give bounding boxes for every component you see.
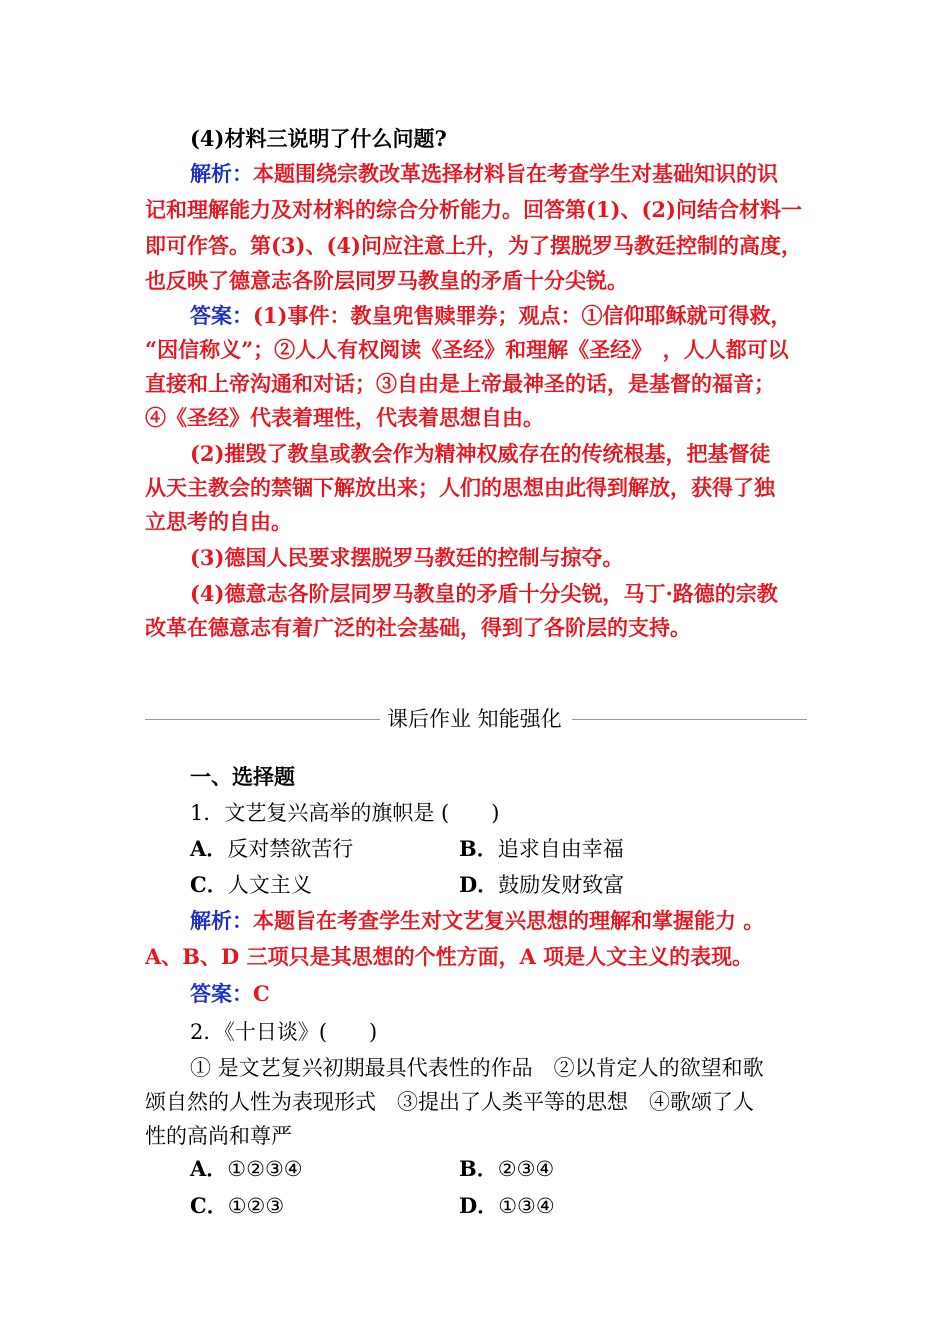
option-letter: D． <box>459 1193 499 1218</box>
q1-option-a <box>190 832 353 866</box>
answer-label: 答案： <box>190 303 253 328</box>
q1-option-d <box>459 868 624 902</box>
answer-line: ④《圣经》代表着理性，代表着思想自由。 <box>145 405 544 430</box>
q2-desc-line: 颂自然的人性为表现形式 ③提出了人类平等的思想 ④歌颂了人 <box>145 1090 754 1114</box>
analysis-label: 解析： <box>190 908 253 933</box>
option-letter: D． <box>459 872 499 897</box>
q2-desc-line: ① 是文艺复兴初期最具代表性的作品 ②以肯定人的欲望和歌 <box>190 1056 764 1080</box>
option-letter: B． <box>459 1156 498 1181</box>
option-text: ②③④ <box>497 1157 555 1181</box>
option-text: ①②③④ <box>227 1157 303 1181</box>
q1-answer <box>190 977 807 1011</box>
answer-paragraph <box>190 299 807 333</box>
q1-analysis-paragraph <box>190 904 807 938</box>
q2-option-b <box>459 1152 554 1186</box>
option-text: ①②③ <box>227 1194 285 1218</box>
q1-option-c <box>190 868 312 902</box>
q1-option-b <box>459 832 624 866</box>
analysis-line: 本题旨在考查学生对文艺复兴思想的理解和掌握能力 。 <box>253 908 765 933</box>
answer-4-line: 改革在德意志有着广泛的社会基础，得到了各阶层的支持。 <box>145 615 691 640</box>
q2-option-a <box>190 1152 303 1186</box>
answer-4-line: (4)德意志各阶层同罗马教皇的矛盾十分尖锐，马丁·路德的宗教 <box>190 581 778 606</box>
option-text: 人文主义 <box>227 873 312 897</box>
option-letter: A． <box>190 1156 228 1181</box>
option-text: 鼓励发财致富 <box>498 873 625 897</box>
analysis-line: 记和理解能力及对材料的综合分析能力。回答第(1)、(2)问结合材料一 <box>145 197 802 222</box>
q2-option-d <box>459 1189 555 1223</box>
option-letter: C． <box>190 872 228 897</box>
analysis-label: 解析： <box>190 161 253 186</box>
answer-2-line: 立思考的自由。 <box>145 509 292 534</box>
option-letter: B． <box>459 836 498 861</box>
option-letter: C． <box>190 1193 228 1218</box>
question-1-stem: 1．文艺复兴高举的旗帜是 ( ) <box>190 801 500 825</box>
option-text: 反对禁欲苦行 <box>227 837 354 861</box>
q2-option-c <box>190 1189 284 1223</box>
analysis-line: 也反映了德意志各阶层同罗马教皇的矛盾十分尖锐。 <box>145 268 628 293</box>
answer-value: C <box>253 981 270 1006</box>
answer-3-line: (3)德国人民要求摆脱罗马教廷的控制与掠夺。 <box>190 545 624 570</box>
answer-line: 直接和上帝沟通和对话；③自由是上帝最神圣的话，是基督的福音； <box>145 371 775 396</box>
analysis-paragraph <box>190 157 807 191</box>
q2-desc-line: 性的高尚和尊严 <box>145 1124 292 1148</box>
answer-line: (1)事件：教皇兜售赎罪券；观点：①信仰耶稣就可得救， <box>253 303 792 328</box>
option-letter: A． <box>190 836 228 861</box>
divider-rule-left <box>145 719 380 720</box>
option-text: 追求自由幸福 <box>497 837 624 861</box>
section-divider-label: 课后作业 知能强化 <box>387 707 562 731</box>
answer-label: 答案： <box>190 981 253 1006</box>
answer-2-line: (2)摧毁了教皇或教会作为精神权威存在的传统根基，把基督徒 <box>190 441 771 466</box>
analysis-line: 本题围绕宗教改革选择材料旨在考查学生对基础知识的识 <box>253 161 778 186</box>
answer-line: “因信称义”；②人人有权阅读《圣经》和理解《圣经》 ，人人都可以 <box>145 337 789 362</box>
question-4-stem: (4)材料三说明了什么问题? <box>190 126 447 151</box>
analysis-line: 即可作答。第(3)、(4)问应注意上升，为了摆脱罗马教廷控制的高度， <box>145 233 802 258</box>
question-2-stem: 2．《十日谈》( ) <box>190 1020 378 1044</box>
divider-rule-right <box>572 719 807 720</box>
option-text: ①③④ <box>498 1194 555 1218</box>
q1-analysis-line: A、B、D 三项只是其思想的个性方面，A 项是人文主义的表现。 <box>145 944 754 969</box>
section-title: 一、选择题 <box>190 764 295 789</box>
answer-2-line: 从天主教会的禁锢下解放出来；人们的思想由此得到解放，获得了独 <box>145 475 775 500</box>
